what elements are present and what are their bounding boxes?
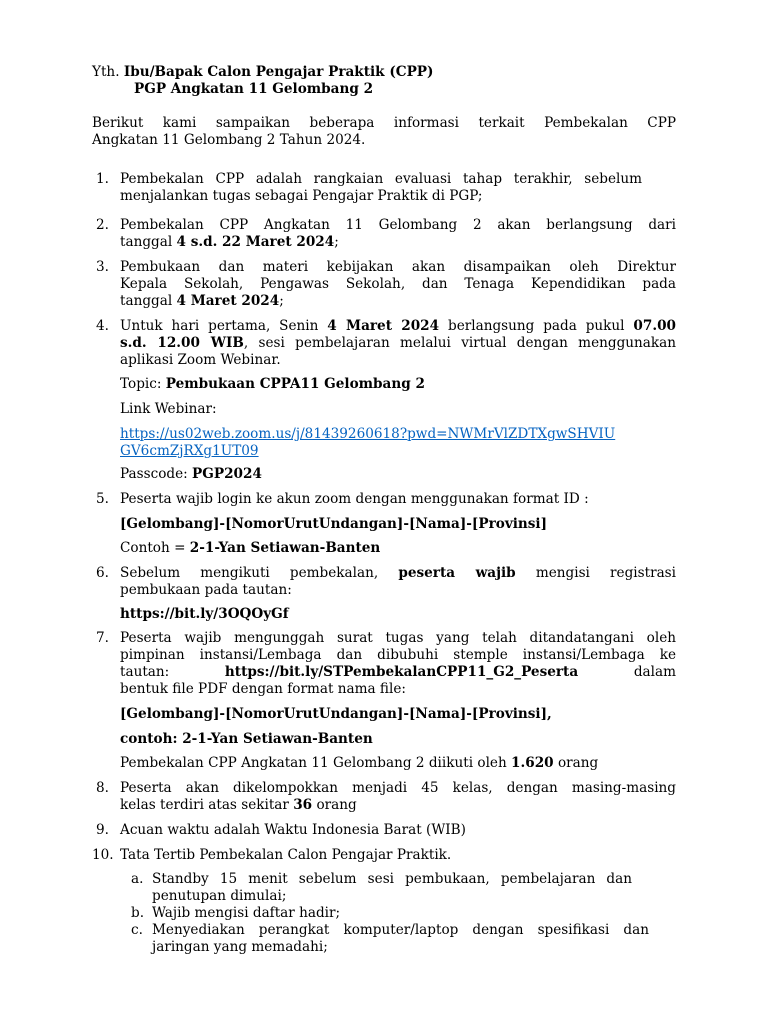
item-10-line-1: Tata Tertib Pembekalan Calon Pengajar Praktik. [120,847,452,863]
item-7-participants [120,755,598,772]
item-4-line-1-mid: berlangsung pada pukul [439,318,634,334]
item-4-line-2-rest: , sesi pembelajaran melalui virtual dengan menggunakan [243,335,676,351]
item-4-topic [120,376,425,393]
subitem-c-line-1: Menyediakan perangkat komputer/laptop dengan spesifikasi dan [152,922,649,938]
item-2-date-range: 4 s.d. 22 Maret 2024 [176,234,335,250]
registration-link-text[interactable]: https://bit.ly/3OQOyGf [120,606,289,622]
item-5-example [120,540,380,557]
item-4-date: 4 Maret 2024 [327,318,440,334]
webinar-link-line-2[interactable]: GV6cmZjRXg1UT09 [120,443,259,459]
item-4-line-2 [120,335,676,352]
webinar-link-label: Link Webinar: [120,401,217,417]
topic-value: Pembukaan CPPA11 Gelombang 2 [165,376,425,392]
intro-line-1: Berikut kami sampaikan beberapa informasi terkait Pembekalan CPP [92,115,676,131]
recipient-title: Ibu/Bapak Calon Pengajar Praktik (CPP) [123,64,434,80]
item-7-example [120,731,373,748]
item-9-number: 9. [96,822,109,838]
item-8-line-2-suffix: orang [312,797,357,813]
item-5-number: 5. [96,491,109,507]
participants-count: 1.620 [511,755,554,771]
recipient-line-2 [134,81,373,98]
item-8-line-2-prefix: kelas terdiri atas sekitar [120,797,294,813]
subitem-c-letter: c. [131,922,143,938]
item-6-emphasis: peserta wajib [398,565,516,581]
item-5-line-1: Peserta wajib login ke akun zoom dengan menggunakan format ID : [120,491,589,507]
item-4-line-3: aplikasi Zoom Webinar. [120,352,281,368]
item-4-start-time: 07.00 [633,318,676,334]
item-6-number: 6. [96,565,109,581]
registration-link[interactable] [120,606,289,623]
item-1-line-1: Pembekalan CPP adalah rangkaian evaluasi tahap terakhir, sebelum [120,171,642,187]
recipient-line-1 [92,64,433,81]
salutation-prefix: Yth. [92,64,120,80]
participants-prefix: Pembekalan CPP Angkatan 11 Gelombang 2 diikuti oleh [120,755,512,771]
item-6-line-1 [120,565,676,582]
item-3-date: 4 Maret 2024 [176,293,280,309]
webinar-link[interactable] [120,426,615,460]
item-7-line-1: Peserta wajib mengunggah surat tugas yang telah ditandatangani oleh [120,630,676,646]
item-4-end-time: s.d. 12.00 WIB [120,335,244,351]
item-5-format [120,516,547,533]
item-6-line-1-suffix: mengisi registrasi [515,565,676,581]
item-7-line-4: bentuk file PDF dengan format nama file: [120,681,406,697]
file-name-example: contoh: 2-1-Yan Setiawan-Banten [120,731,373,747]
item-4-line-1-prefix: Untuk hari pertama, Senin [120,318,328,334]
subitem-b-letter: b. [131,905,145,921]
item-3-date-prefix: tanggal [120,293,177,309]
item-2-date-prefix: tanggal [120,234,177,250]
item-3-number: 3. [96,259,109,275]
item-1-number: 1. [96,171,109,187]
item-3-line-3 [120,293,284,310]
intro-line-2: Angkatan 11 Gelombang 2 Tahun 2024. [92,132,366,148]
item-1-line-2: menjalankan tugas sebagai Pengajar Praktik di PGP; [120,188,483,204]
participants-suffix: orang [553,755,599,771]
subitem-a-line-1: Standby 15 menit sebelum sesi pembukaan, pembelajaran dan [152,871,632,887]
item-4-passcode [120,466,262,483]
item-7-link-prefix: tautan: [120,664,170,680]
item-8-number: 8. [96,780,109,796]
example-label: Contoh = [120,540,190,556]
item-6-line-1-prefix: Sebelum mengikuti pembekalan, [120,565,399,581]
item-10-number: 10. [92,847,114,863]
item-2-line-2 [120,234,339,251]
subitem-a-line-2: penutupan dimulai; [152,888,287,904]
item-2-number: 2. [96,217,109,233]
example-value: 2-1-Yan Setiawan-Banten [189,540,381,556]
item-7-link-suffix: dalam [633,664,676,680]
class-size: 36 [293,797,313,813]
item-7-number: 7. [96,630,109,646]
item-4-line-1 [120,318,676,335]
item-7-line-3 [120,664,676,681]
item-2-line-1: Pembekalan CPP Angkatan 11 Gelombang 2 akan berlangsung dari [120,217,676,233]
item-3-line-2: Kepala Sekolah, Pengawas Sekolah, dan Tenaga Kependidikan pada [120,276,676,292]
item-7-line-2: pimpinan instansi/Lembaga dan dibubuhi stemple instansi/Lembaga ke [120,647,676,663]
subitem-a-letter: a. [131,871,144,887]
item-9-line-1: Acuan waktu adalah Waktu Indonesia Barat (WIB) [120,822,466,838]
passcode-value: PGP2024 [192,466,262,482]
item-2-date-suffix: ; [334,234,339,250]
topic-label: Topic: [120,376,166,392]
subitem-c-line-2: jaringan yang memadahi; [152,939,328,955]
item-8-line-2 [120,797,357,814]
item-8-line-1: Peserta akan dikelompokkan menjadi 45 kelas, dengan masing-masing [120,780,676,796]
webinar-link-line-1[interactable]: https://us02web.zoom.us/j/81439260618?pwd=NWMrVlZDTXgwSHVIU [120,426,616,442]
zoom-id-format: [Gelombang]-[NomorUrutUndangan]-[Nama]-[Provinsi] [120,516,548,532]
upload-link[interactable]: https://bit.ly/STPembekalanCPP11_G2_Peserta [224,664,579,680]
item-3-line-1: Pembukaan dan materi kebijakan akan disampaikan oleh Direktur [120,259,676,275]
recipient-subtitle: PGP Angkatan 11 Gelombang 2 [134,81,374,97]
item-3-date-suffix: ; [279,293,284,309]
subitem-b-line-1: Wajib mengisi daftar hadir; [152,905,341,921]
passcode-label: Passcode: [120,466,193,482]
item-6-line-2: pembukaan pada tautan: [120,582,292,598]
item-4-number: 4. [96,318,109,334]
item-7-format [120,706,552,723]
file-name-format: [Gelombang]-[NomorUrutUndangan]-[Nama]-[Provinsi], [120,706,552,722]
